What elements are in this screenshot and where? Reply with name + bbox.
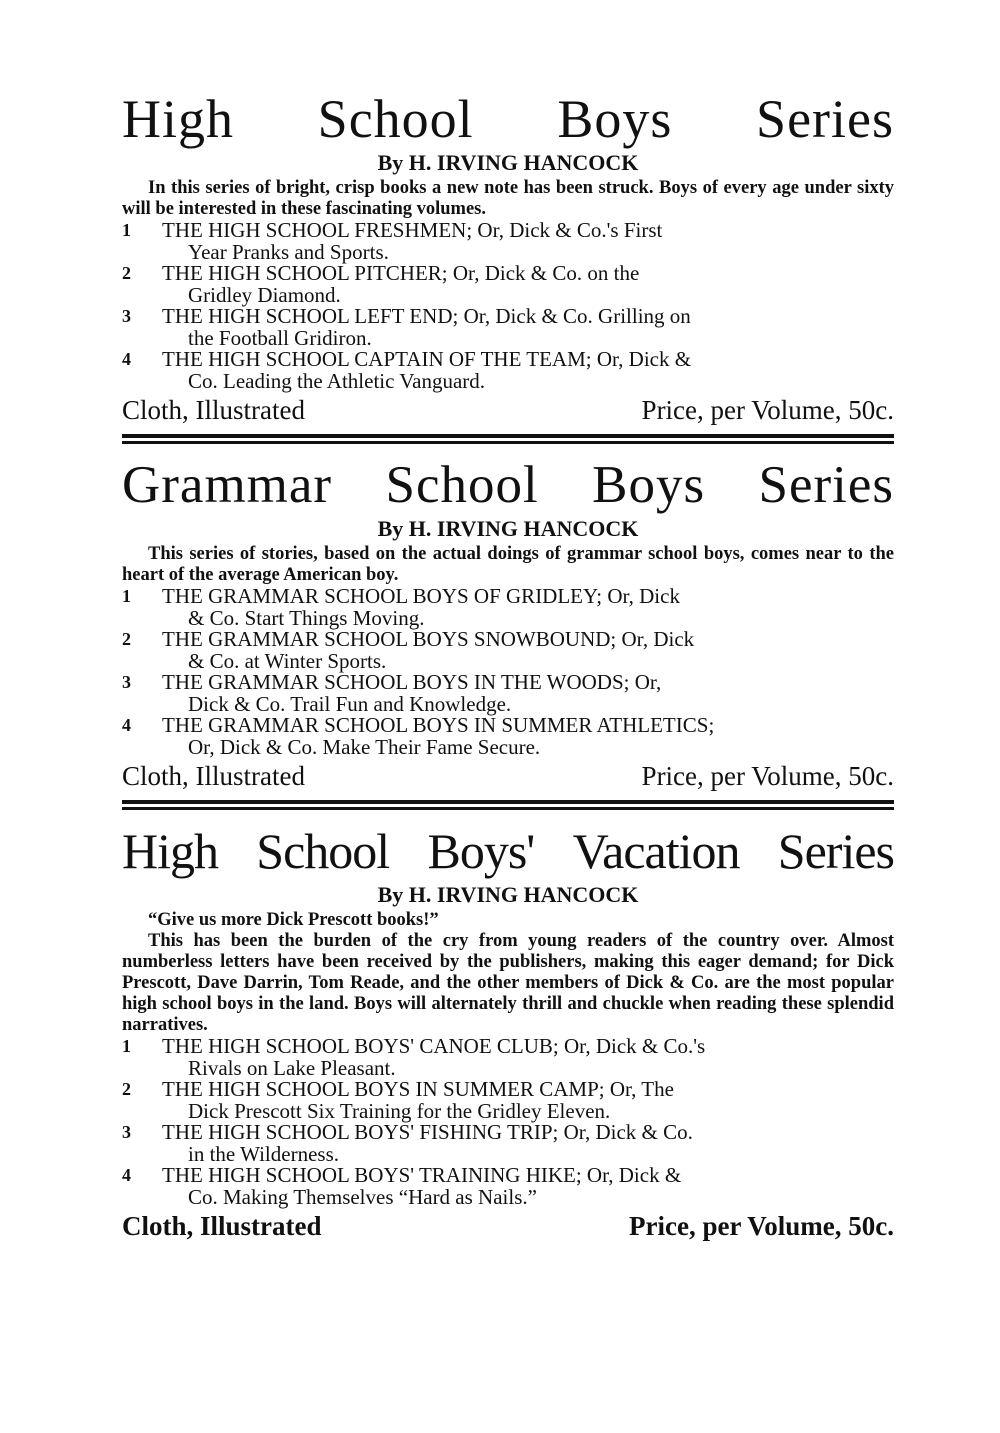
book-item: [122, 1122, 894, 1165]
title-word: High: [122, 823, 218, 879]
book-list: [122, 1036, 894, 1208]
book-number: 4: [122, 1165, 131, 1185]
book-title: THE GRAMMAR SCHOOL BOYS SNOWBOUND; Or, Dick: [162, 627, 695, 651]
book-subtitle: in the Wilderness.: [188, 1141, 339, 1166]
series-author: By H. IRVING HANCOCK: [377, 516, 639, 541]
series-title: [122, 454, 894, 516]
book-subtitle: the Football Gridiron.: [188, 325, 372, 350]
series-section-grammar-school-boys: [122, 454, 894, 792]
book-title: THE HIGH SCHOOL BOYS' FISHING TRIP; Or, Dick & Co.: [162, 1120, 693, 1144]
book-item: [122, 629, 894, 672]
book-list: [122, 220, 894, 392]
book-item: [122, 1036, 894, 1079]
title-word: School: [256, 823, 390, 879]
title-word: Grammar: [122, 456, 333, 514]
title-word: High: [122, 89, 234, 149]
title-word: Boys: [557, 89, 673, 149]
book-item: [122, 1165, 894, 1208]
title-word: Boys: [592, 456, 706, 514]
book-title: THE HIGH SCHOOL LEFT END; Or, Dick & Co. Grilling on: [162, 304, 691, 328]
title-word: Vacation: [572, 823, 740, 879]
book-title: THE GRAMMAR SCHOOL BOYS OF GRIDLEY; Or, Dick: [162, 584, 680, 608]
binding-info: Cloth, Illustrated: [122, 1211, 322, 1241]
book-item: [122, 586, 894, 629]
book-subtitle: Co. Leading the Athletic Vanguard.: [188, 368, 486, 393]
book-subtitle: Rivals on Lake Pleasant.: [188, 1055, 396, 1080]
book-title: THE HIGH SCHOOL BOYS' TRAINING HIKE; Or, Dick &: [162, 1163, 682, 1187]
series-intro: This has been the burden of the cry from young readers of the country over. Almost numberless letters have been received by the publishers, making this eager demand; for Dick Prescott, Dave Darrin, Tom Reade, and the other members of Dick & Co. are the most popular high school boys in the land. Boys will alternately thrill and chuckle when reading these splendid narratives.: [122, 931, 894, 1035]
book-title: THE HIGH SCHOOL BOYS IN SUMMER CAMP; Or, The: [162, 1077, 674, 1101]
book-number: 4: [122, 715, 131, 735]
title-word: Series: [758, 456, 894, 514]
book-number: 2: [122, 1079, 131, 1099]
double-rule-divider: [122, 434, 894, 444]
series-title: [122, 820, 894, 882]
series-footer: [122, 760, 894, 792]
book-item: [122, 1079, 894, 1122]
title-word: Boys': [427, 823, 535, 879]
title-word: Series: [777, 823, 894, 879]
book-number: 2: [122, 263, 131, 283]
series-footer: [122, 394, 894, 426]
series-section-high-school-boys-vacation: [122, 820, 894, 1242]
book-number: 3: [122, 306, 131, 326]
series-intro: In this series of bright, crisp books a new note has been struck. Boys of every age under sixty will be interested in these fascinating volumes.: [122, 178, 894, 219]
series-quote: “Give us more Dick Prescott books!”: [148, 910, 439, 930]
book-number: 1: [122, 220, 131, 240]
book-item: [122, 306, 894, 349]
series-title: [122, 88, 894, 150]
book-title: THE HIGH SCHOOL PITCHER; Or, Dick & Co. on the: [162, 261, 640, 285]
book-item: [122, 715, 894, 758]
price-info: Price, per Volume, 50c.: [641, 395, 894, 425]
book-item: [122, 263, 894, 306]
book-title: THE HIGH SCHOOL FRESHMEN; Or, Dick & Co.'s First: [162, 218, 663, 242]
series-section-high-school-boys: [122, 88, 894, 426]
book-subtitle: Or, Dick & Co. Make Their Fame Secure.: [188, 734, 541, 759]
price-info: Price, per Volume, 50c.: [629, 1211, 894, 1241]
binding-info: Cloth, Illustrated: [122, 761, 305, 791]
book-number: 3: [122, 672, 131, 692]
book-subtitle: & Co. at Winter Sports.: [188, 648, 387, 673]
book-number: 3: [122, 1122, 131, 1142]
binding-info: Cloth, Illustrated: [122, 395, 305, 425]
book-title: THE GRAMMAR SCHOOL BOYS IN SUMMER ATHLETICS;: [162, 713, 715, 737]
book-number: 2: [122, 629, 131, 649]
book-title: THE HIGH SCHOOL BOYS' CANOE CLUB; Or, Dick & Co.'s: [162, 1034, 706, 1058]
book-subtitle: Gridley Diamond.: [188, 282, 341, 307]
book-title: THE HIGH SCHOOL CAPTAIN OF THE TEAM; Or, Dick &: [162, 347, 692, 371]
book-subtitle: Dick Prescott Six Training for the Gridley Eleven.: [188, 1098, 611, 1123]
book-item: [122, 672, 894, 715]
book-subtitle: & Co. Start Things Moving.: [188, 605, 425, 630]
series-footer: [122, 1210, 894, 1242]
title-word: School: [385, 456, 539, 514]
book-number: 4: [122, 349, 131, 369]
book-number: 1: [122, 1036, 131, 1056]
title-word: School: [317, 89, 474, 149]
book-subtitle: Year Pranks and Sports.: [188, 239, 389, 264]
series-author: By H. IRVING HANCOCK: [377, 882, 639, 907]
title-word: Series: [756, 89, 894, 149]
book-number: 1: [122, 586, 131, 606]
book-subtitle: Co. Making Themselves “Hard as Nails.”: [188, 1184, 537, 1209]
book-title: THE GRAMMAR SCHOOL BOYS IN THE WOODS; Or,: [162, 670, 662, 694]
book-item: [122, 220, 894, 263]
series-author: By H. IRVING HANCOCK: [377, 150, 639, 175]
series-intro: This series of stories, based on the actual doings of grammar school boys, comes near to the heart of the average American boy.: [122, 544, 894, 585]
double-rule-divider: [122, 800, 894, 810]
book-item: [122, 349, 894, 392]
book-list: [122, 586, 894, 758]
book-subtitle: Dick & Co. Trail Fun and Knowledge.: [188, 691, 512, 716]
advertisement-page: [122, 88, 894, 1242]
price-info: Price, per Volume, 50c.: [641, 761, 894, 791]
